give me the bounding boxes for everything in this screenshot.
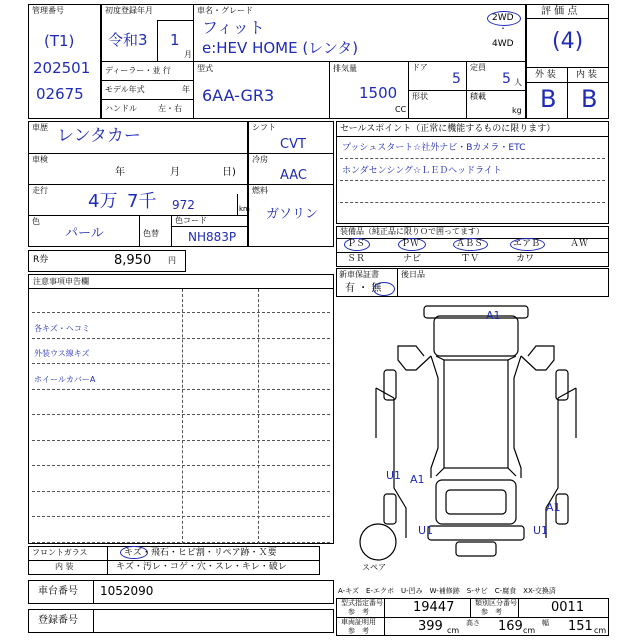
history-value: レンタカー: [57, 126, 141, 146]
management-value-3: 02675: [36, 85, 84, 103]
displacement-label: 排気量: [333, 64, 357, 73]
mileage-unit: km: [239, 205, 250, 213]
model-year-unit: 年: [182, 85, 190, 94]
history-label: 車歴: [32, 123, 48, 132]
ok-label: 後日品: [401, 270, 425, 279]
selling-label: セールスポイント（正常に機能するものに限ります）: [340, 124, 556, 134]
equip-airbag: エアＢ: [513, 239, 541, 249]
chassis-label: 車台番号: [38, 586, 78, 597]
handle-label: ハンドル: [105, 104, 137, 113]
notes-rule: [32, 363, 330, 364]
shape-label: 形状: [412, 92, 428, 101]
color-code: NH883P: [188, 230, 237, 244]
cat-sub: 参 考: [481, 608, 502, 616]
management-label: 管理番号: [32, 6, 64, 15]
load-unit: kg: [512, 106, 522, 115]
notes-rule: [32, 414, 330, 415]
notes-rule: [32, 491, 330, 492]
notes-rule: [32, 516, 330, 517]
color-code-label: 色コード: [175, 216, 207, 225]
drive-2wd: 2WD: [492, 13, 514, 23]
type-label: 型式指定番号: [341, 599, 383, 607]
recycle-label: R券: [33, 255, 49, 265]
inspection-label: 車検: [32, 155, 48, 164]
glass-opts: キズ・飛石・ヒビ割・リペア跡・Ｘ要: [124, 548, 277, 558]
selling-line-1: プッシュスタート☆社外ナビ・Bカメラ・ETC: [342, 143, 526, 153]
interior-opts: キズ・汚レ・コゲ・穴・スレ・キレ・破レ: [116, 562, 287, 572]
capacity-unit: 人: [514, 78, 522, 87]
displacement-unit: CC: [395, 105, 407, 114]
len-sub: 参 考: [348, 627, 369, 635]
height-unit: cm: [523, 626, 536, 635]
width-label: 幅: [542, 619, 549, 627]
rating-int: B: [581, 85, 598, 113]
equip-pw: ＰＷ: [401, 239, 420, 249]
notes-rule: [32, 312, 330, 313]
equip-abs: ＡＢＳ: [456, 239, 484, 249]
equip-navi: ナビ: [403, 254, 422, 264]
recycle-box: [28, 250, 186, 272]
damage-a1-right: A1: [546, 501, 561, 514]
management-value-2: 202501: [33, 59, 91, 77]
damage-u1-br: U1: [533, 524, 549, 537]
capacity-value: 5: [502, 71, 511, 87]
doors-value: 5: [452, 71, 461, 87]
width-unit: cm: [594, 626, 607, 635]
notes-rule: [32, 389, 330, 390]
mileage-label: 走行: [32, 186, 48, 195]
equip-tv: ＴＶ: [461, 254, 480, 264]
notes-rule: [32, 542, 330, 543]
fuel-value: ガソリン: [266, 207, 319, 222]
recycle-unit: 円: [168, 256, 176, 265]
spare-label: スペア: [362, 563, 386, 572]
type-sub: 参 考: [348, 608, 369, 616]
height-label: 高さ: [466, 619, 480, 627]
damage-a1-left: A1: [410, 473, 425, 486]
capacity-label: 定員: [470, 63, 486, 72]
inspection-year: 年: [115, 167, 125, 178]
name-line-2: e:HEV HOME (レンタ): [202, 39, 359, 57]
displacement-value: 1500: [359, 84, 398, 102]
ac-label: 冷房: [252, 155, 268, 164]
width-value: 151: [568, 619, 593, 634]
equip-leather: カワ: [516, 254, 535, 264]
fuel-label: 燃料: [252, 186, 268, 195]
handle-opts: 左・右: [158, 104, 182, 113]
shift-value: CVT: [280, 137, 306, 152]
model-value: 6AA-GR3: [202, 86, 275, 105]
warranty-label: 新車保証書: [339, 270, 379, 279]
cat-label: 類別区分番号: [475, 599, 517, 607]
selling-line-2: ホンダセンシング☆ＬＥＤヘッドライト: [342, 166, 502, 176]
glass-label: フロントガラス: [32, 548, 88, 557]
notes-rule: [32, 465, 330, 466]
rating-int-label: 内 装: [576, 70, 597, 80]
damage-u1-left: U1: [386, 469, 402, 482]
model-year-label: モデル年式: [105, 85, 145, 94]
drive-sep: ・: [499, 24, 507, 33]
load-label: 積載: [470, 92, 486, 101]
reg-month: 1: [170, 31, 180, 49]
rating-ext-label: 外 装: [535, 70, 556, 80]
drive-4wd: 4WD: [492, 39, 514, 49]
recycle-value: 8,950: [114, 253, 152, 268]
len-value: 399: [418, 619, 443, 634]
mileage-man: 4万: [88, 191, 118, 212]
reg-era: 令和3: [108, 31, 148, 49]
equipment-label: 装備品（純正品に限りＯで囲ってます）: [340, 227, 484, 236]
reg-month-unit: 月: [184, 50, 192, 59]
color-label: 色: [32, 217, 40, 226]
len-label: 車両証明用: [341, 618, 376, 626]
equip-ps: ＰＳ: [347, 239, 366, 249]
damage-legend: A-キズ E-エクボ U-凹み W-補修跡 S-サビ C-腐食 XX-交換済: [338, 587, 556, 595]
color-change-label: 色替: [143, 229, 159, 238]
mileage-sen: 7千: [127, 191, 157, 212]
type-value: 19447: [413, 600, 455, 615]
notes-box: [28, 274, 334, 544]
cat-value: 0011: [551, 600, 585, 615]
len-unit: cm: [447, 626, 460, 635]
name-line-1: フィット: [202, 18, 265, 37]
damage-a1-top: A1: [486, 309, 501, 322]
ac-value: AAC: [280, 168, 307, 183]
regno-label: 登録番号: [38, 615, 78, 626]
notes-line-1: 各キズ・ヘコミ: [34, 324, 90, 333]
mileage-small: 972: [172, 198, 195, 212]
notes-rule: [32, 338, 330, 339]
color-value: パール: [65, 226, 104, 241]
name-label: 車名・グレード: [197, 6, 253, 15]
inspection-month: 月: [170, 167, 180, 178]
notes-line-3: ホイールカバーA: [34, 375, 96, 384]
notes-rule: [32, 440, 330, 441]
height-value: 169: [498, 619, 523, 634]
shift-label: シフト: [252, 123, 276, 132]
equip-aw: ＡＷ: [570, 239, 589, 249]
rating-label: 評 価 点: [541, 6, 578, 17]
management-value-1: (T1): [44, 32, 75, 50]
car-diagram: [336, 298, 609, 578]
equip-sr: ＳＲ: [347, 254, 366, 264]
rating-ext: B: [540, 85, 557, 113]
notes-line-2: 外装ウス線キズ: [34, 349, 90, 358]
inspection-day: 日): [222, 167, 236, 178]
rating-value: (4): [552, 29, 584, 54]
reg-label: 初度登録年月: [105, 6, 153, 15]
warranty-opts: 有 ・ 無: [345, 283, 382, 294]
doors-label: ドア: [412, 63, 428, 72]
chassis-value: 1052090: [100, 584, 154, 598]
interior-label: 内 装: [55, 562, 74, 571]
damage-u1-bl: U1: [418, 524, 434, 537]
dealer-label: ディーラー・並 行: [105, 66, 171, 75]
notes-label: 注意事項申告欄: [33, 277, 89, 286]
model-label: 型式: [197, 64, 213, 73]
